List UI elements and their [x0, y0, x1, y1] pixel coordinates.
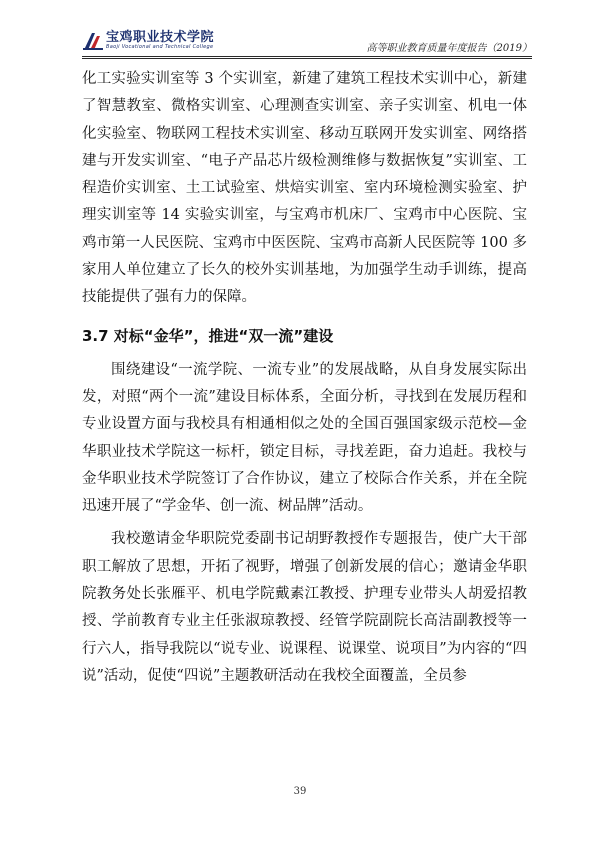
college-emblem-icon	[82, 31, 104, 51]
report-title: 高等职业教育质量年度报告（2019）	[366, 43, 532, 54]
logo-text: 宝鸡职业技术学院	[106, 30, 215, 45]
paragraph: 围绕建设“一流学院、一流专业”的发展战略，从自身发展实际出发，对照“两个一流”建设目标体系，全面分析，寻找到在发展历程和专业设置方面与我校具有相通相似之处的全国百强国家级示范校—金华职业技术学院这一标杆，锁定目标，寻找差距，奋力追赶。我校与金华职业技术学院签订了合作协议，建立了校际合作关系，并在全院迅速开展了“学金华、创一流、树品牌”活动。	[82, 361, 527, 515]
page-number: 39	[293, 786, 307, 797]
logo-subtext: Baoji Vocational and Technical College	[106, 44, 214, 50]
paragraph: 我校邀请金华职院党委副书记胡野教授作专题报告，使广大干部职工解放了思想，开拓了视野，增强了创新发展的信心；邀请金华职院教务处长张雁平、机电学院戴素江教授、护理专业带头人胡爱招教授、学前教育专业主任张淑琼教授、经管学院副院长高洁副教授等一行六人，指导我院以“说专业、说课程、说课堂、说项目”为内容的“四说”活动，促使“四说”主题教研活动在我校全面覆盖，全员参	[82, 531, 527, 684]
paragraph: 化工实验实训室等 3 个实训室，新建了建筑工程技术实训中心，新建了智慧教室、微格实训室、心理测查实训室、亲子实训室、机电一体化实验室、物联网工程技术实训室、移动互联网开发实训室、网络搭建与开发实训室、“电子产品芯片级检测维修与数据恢复”实训室、工程造价实训室、土工试验室、烘焙实训室、室内环境检测实验室、护理实训室等 14 实验实训室，与宝鸡市机床厂、宝鸡市中心医院、宝鸡市第一人民医院、宝鸡市中医医院、宝鸡市高新人民医院等 100 多家用人单位建立了长久的校外实训基地，为加强学生动手训练，提高技能提供了强有力的保障。	[82, 71, 527, 306]
document-body	[82, 66, 527, 690]
page-header	[82, 30, 532, 57]
college-logo	[82, 31, 232, 55]
section-heading: 3.7 对标“金华”，推进“双一流”建设	[82, 326, 334, 345]
